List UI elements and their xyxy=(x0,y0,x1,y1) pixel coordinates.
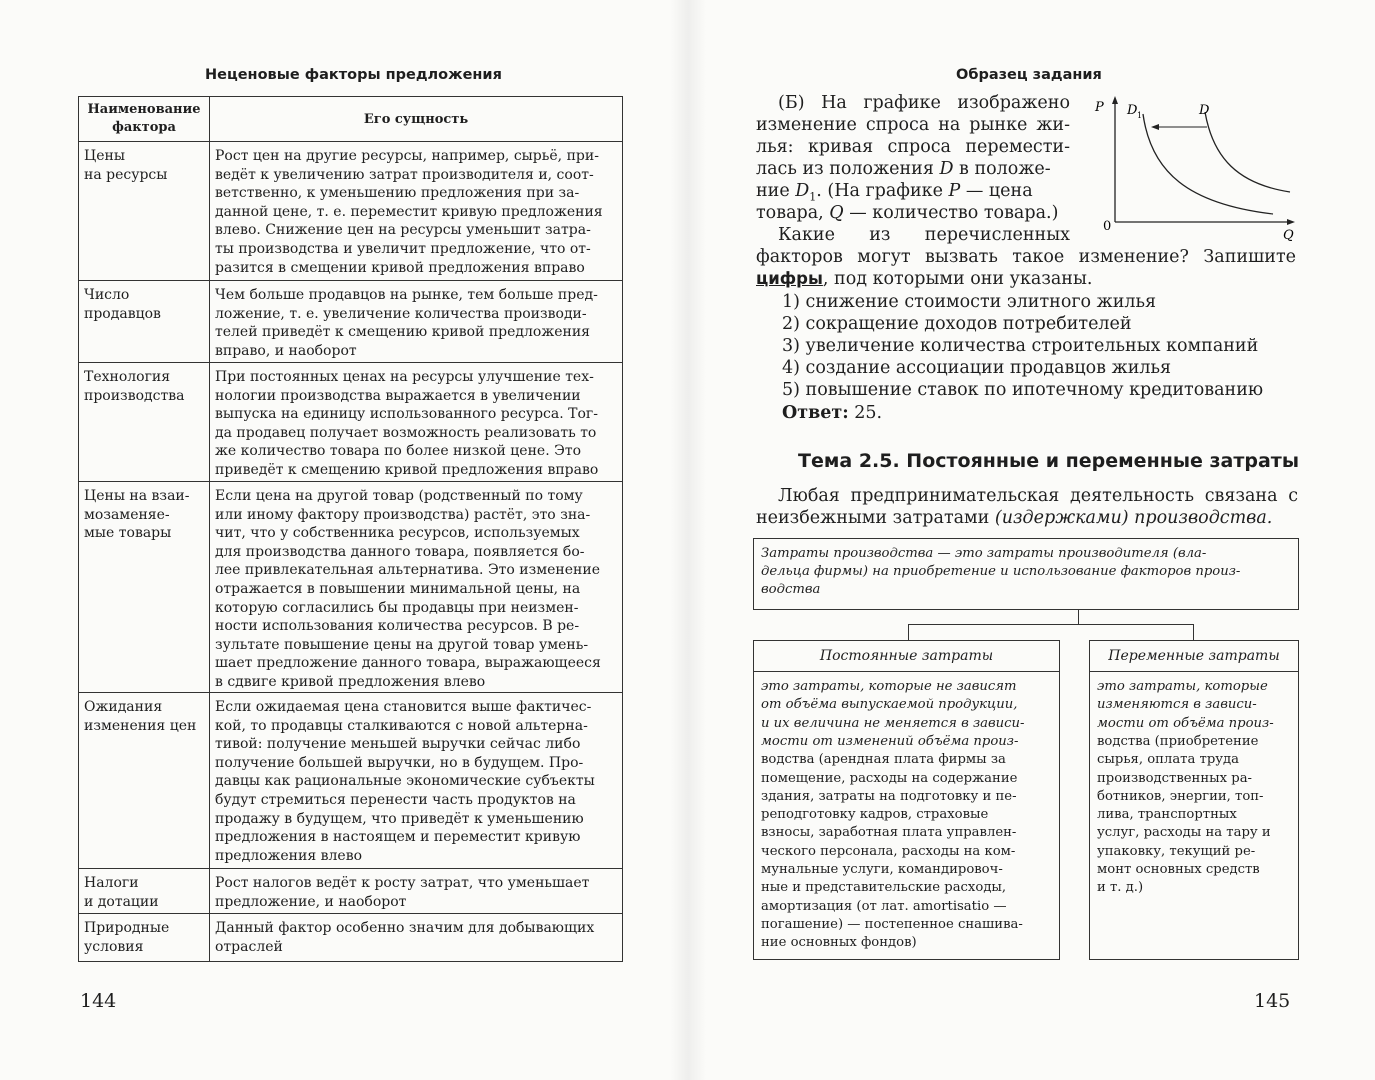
demand-shift-graph xyxy=(1093,92,1303,242)
definition-box xyxy=(753,538,1299,610)
definition-line: Затраты производства — это затраты производителя (вла- xyxy=(761,546,1207,561)
table-row-factor: Цены на взаи- мозаменяе- мые товары xyxy=(84,488,190,542)
task-question-line: факторов могут вызвать такое изменение? Запишите xyxy=(756,247,1296,267)
fixed-costs-title: Постоянные затраты xyxy=(819,648,994,664)
cost-description-line: водства (арендная плата фирмы за xyxy=(761,752,1006,768)
cost-description-line: ные и представительские расходы, xyxy=(761,880,1007,896)
axis-label-q: Q xyxy=(1283,228,1294,242)
fixed-costs-box xyxy=(753,640,1060,960)
demand-curve-d1 xyxy=(1143,114,1273,214)
task-line: ние $D_1$. (На графике P — цена xyxy=(756,181,1033,204)
task-line: лья: кривая спроса перемести- xyxy=(756,137,1070,157)
variable-costs-title: Переменные затраты xyxy=(1108,648,1280,664)
cost-description-line: от объёма выпускаемой продукции, xyxy=(761,697,1018,713)
cost-description-line: водства (приобретение xyxy=(1097,733,1259,749)
page-number-right: 145 xyxy=(1254,990,1291,1012)
table-row-factor: Ожидания изменения цен xyxy=(84,699,197,734)
answer-option-3: 3) увеличение количества строительных компаний xyxy=(782,336,1259,356)
cost-description-line: ние основных фондов) xyxy=(761,935,917,951)
table-row-factor: Налоги и дотации xyxy=(84,875,159,910)
cost-description-line: мости от объёма произ- xyxy=(1097,715,1274,731)
intro-line: неизбежными затратами (издержками) производства. xyxy=(756,508,1273,528)
cost-description-line: лива, транспортных xyxy=(1097,807,1237,823)
answer xyxy=(782,402,882,424)
label-d1-subscript: 1 xyxy=(1137,111,1143,120)
task-line: товара, Q — количество товара.) xyxy=(756,203,1059,223)
task-line: лась из положения D в положе- xyxy=(756,159,1051,179)
answer-option-2: 2) сокращение доходов потребителей xyxy=(782,314,1132,334)
cost-description-line: здания, затраты на подготовку и пе- xyxy=(761,788,1017,804)
table-row-essence: Данный фактор особенно значим для добывающих отраслей xyxy=(215,920,595,955)
cost-description-line: мости от изменений объёма произ- xyxy=(761,733,1019,749)
left-page-heading: Неценовые факторы предложения xyxy=(205,67,502,83)
answer-label: Ответ: xyxy=(782,403,849,423)
cost-description-line: производственных ра- xyxy=(1097,770,1253,786)
variable-costs-box xyxy=(1089,640,1299,960)
cost-description-line: монт основных средств xyxy=(1097,862,1260,877)
table-row-essence: Чем больше продавцов на рынке, тем больше пред- ложение, т. е. увеличение количества производи- телей приведёт к смещению кривой предложения вправо, и наоборот xyxy=(215,287,598,359)
table-header-essence: Его сущность xyxy=(363,112,469,127)
axis-label-p: P xyxy=(1095,100,1104,115)
demand-curve-d xyxy=(1205,112,1290,192)
right-page-heading: Образец задания xyxy=(956,67,1102,83)
cost-description-line: это затраты, которые xyxy=(1097,679,1268,694)
cost-description-line: это затраты, которые не зависят xyxy=(761,679,1017,694)
table-row-factor: Число продавцов xyxy=(84,287,161,322)
task-line: (Б) На графике изображено xyxy=(778,93,1070,113)
answer-option-1: 1) снижение стоимости элитного жилья xyxy=(782,292,1157,312)
table-row-essence: Рост налогов ведёт к росту затрат, что уменьшает предложение, и наоборот xyxy=(215,875,590,910)
intro-line: Любая предпринимательская деятельность связана с xyxy=(778,486,1298,506)
table-row-essence: При постоянных ценах на ресурсы улучшение тех- нологии производства выражается в увеличении выпуска на единицу использованного ресурса. Тог- да продавец получает возможность реализовать то же количество товара по более низкой цене. Это приведёт к смещению кривой предложения вправо xyxy=(215,369,599,478)
table-row-factor: Природные условия xyxy=(84,920,170,955)
answer-option-5: 5) повышение ставок по ипотечному кредитованию xyxy=(782,380,1264,400)
label-d: D xyxy=(1199,103,1210,118)
answer-option-4: 4) создание ассоциации продавцов жилья xyxy=(782,358,1172,378)
task-question-line: Какие из перечисленных xyxy=(778,225,1070,245)
origin-label: 0 xyxy=(1103,219,1112,234)
cost-description-line: услуг, расходы на тару и xyxy=(1097,825,1271,841)
label-d1: D xyxy=(1127,103,1138,118)
cost-description-line: реподготовку кадров, страховые xyxy=(761,807,989,823)
cost-description-line: ботников, энергии, топ- xyxy=(1097,788,1264,804)
cost-description-line: и т. д.) xyxy=(1097,880,1144,896)
table-header-factor: Наименование фактора xyxy=(87,102,201,135)
table-row-essence: Рост цен на другие ресурсы, например, сырьё, при- ведёт к увеличению затрат производителя и, соот- ветственно, к уменьшению предложения при за- данной цене, т. е. переместит кривую предложения влево. Снижение цен на ресурсы уменьшит затра- ты производства и увеличит предложение, что от- разится в смещении кривой предложения вправо xyxy=(215,148,603,276)
definition-line: водства xyxy=(761,582,821,597)
table-row-essence: Если ожидаемая цена становится выше фактичес- кой, то продавцы сталкиваются с новой альтерна- тивой: получение меньшей выручки сейчас либо получение большей выручки, но в будущем. Про- давцы как рациональные экономические субъекты будут стремиться перенести часть продуктов на продажу в будущем, что приведёт к уменьшению предложения в настоящем и переместит кривую предложения влево xyxy=(215,699,595,864)
supply-factors-table xyxy=(78,96,623,962)
cost-description-line: помещение, расходы на содержание xyxy=(761,770,1018,786)
cost-description-line: упаковку, текущий ре- xyxy=(1097,843,1256,859)
topic-title: Тема 2.5. Постоянные и переменные затраты xyxy=(798,450,1299,472)
cost-description-line: и их величина не меняется в зависи- xyxy=(761,715,1025,731)
right-page xyxy=(688,0,1375,1080)
table-row-essence: Если цена на другой товар (родственный по тому или иному фактору производства) растёт, это зна- чит, что у собственника ресурсов, используемых для производства данного товара, появляется бо- лее привлекательная альтернатива. Это изменение отражается в повышении минимальной цены, на которую согласились бы продавцы при неизмен- ности использования количества ресурсов. В ре- зультате повышение цены на другой товар умень- шает предложение данного товара, выражающееся в сдвиге кривой предложения влево xyxy=(215,488,601,690)
cost-description-line: ческого персонала, расходы на ком- xyxy=(761,843,1016,859)
task-question-line: цифры, под которыми они указаны. xyxy=(756,269,1093,289)
cost-description-line: мунальные услуги, командировоч- xyxy=(761,862,1003,877)
cost-description-line: погашение) — постепенное снашива- xyxy=(761,916,1023,932)
table-row-factor: Цены на ресурсы xyxy=(84,148,168,183)
table-row-factor: Технология производства xyxy=(84,369,185,404)
page-number-left: 144 xyxy=(80,990,117,1012)
definition-line: дельца фирмы) на приобретение и использование факторов произ- xyxy=(761,564,1241,579)
cost-description-line: взносы, заработная плата управлен- xyxy=(761,825,1017,841)
cost-description-line: амортизация (от лат. amortisatio — xyxy=(761,898,1007,914)
answer-value: 25. xyxy=(854,403,883,423)
cost-description-line: сырья, оплата труда xyxy=(1097,752,1240,768)
cost-description-line: изменяются в зависи- xyxy=(1097,697,1257,713)
task-line: изменение спроса на рынке жи- xyxy=(756,115,1070,135)
